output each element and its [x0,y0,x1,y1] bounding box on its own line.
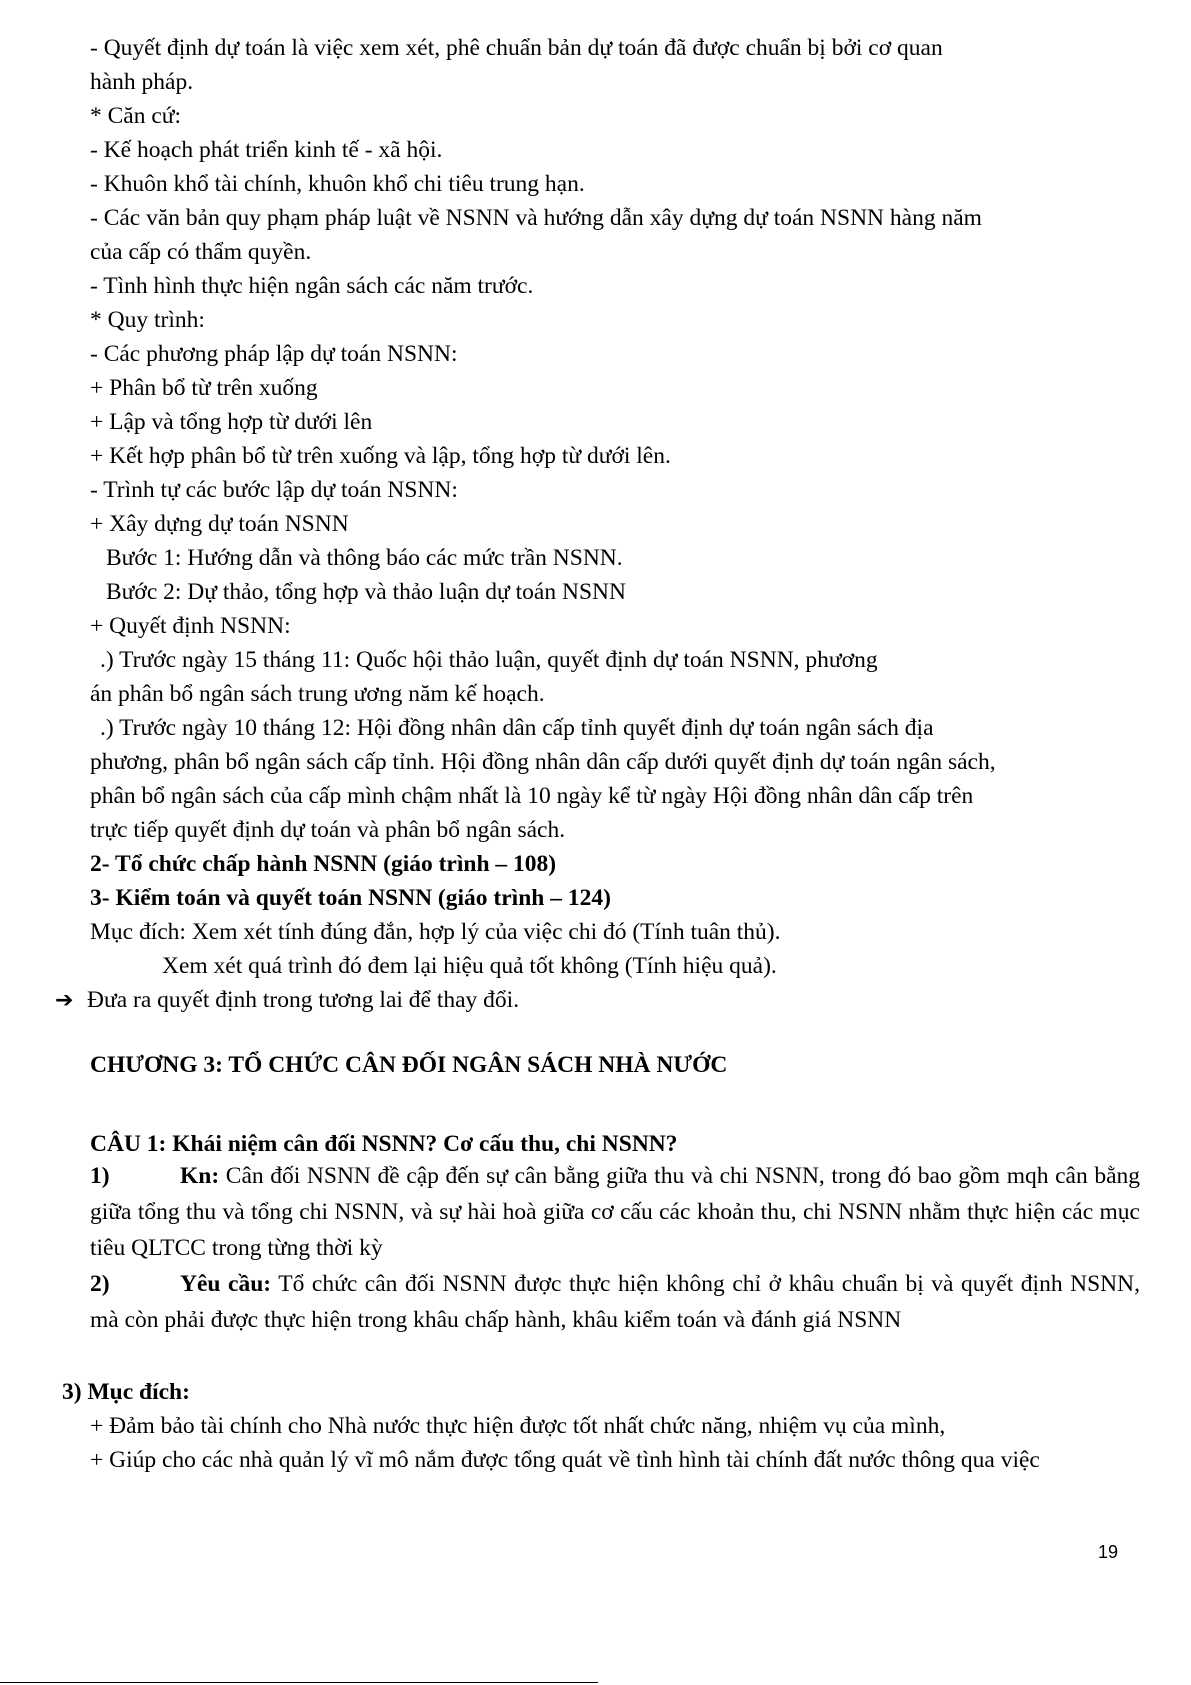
item-requirement [90,1266,1140,1338]
text-line: .) Trước ngày 10 tháng 12: Hội đồng nhân dân cấp tỉnh quyết định dự toán ngân sách địa [100,715,934,741]
text-line: + Lập và tổng hợp từ dưới lên [90,409,373,435]
text-line: - Các phương pháp lập dự toán NSNN: [90,341,458,367]
text-line: phương, phân bổ ngân sách cấp tỉnh. Hội đồng nhân dân cấp dưới quyết định dự toán ngân sách, [90,749,996,775]
item-label: Kn: [180,1163,220,1189]
purpose-line: + Giúp cho các nhà quản lý vĩ mô nắm được tổng quát về tình hình tài chính đất nước thông qua việc [90,1447,1040,1473]
text-line: Xem xét quá trình đó đem lại hiệu quả tốt không (Tính hiệu quả). [162,953,777,979]
text-line: án phân bổ ngân sách trung ương năm kế hoạch. [90,681,545,707]
section-heading: 3- Kiểm toán và quyết toán NSNN (giáo trình – 124) [90,885,611,911]
footer-divider [0,1682,598,1683]
text-line: - Tình hình thực hiện ngân sách các năm trước. [90,273,534,299]
item-text: Tổ chức cân đối NSNN được thực hiện không chỉ ở khâu chuẩn bị và quyết định NSNN, mà còn phải được thực hiện trong khâu chấp hành, khâu kiểm toán và đánh giá NSNN [90,1271,1140,1333]
purpose-line: + Đảm bảo tài chính cho Nhà nước thực hiện được tốt nhất chức năng, nhiệm vụ của mình, [90,1413,946,1439]
item-text: Cân đối NSNN đề cập đến sự cân bằng giữa thu và chi NSNN, trong đó bao gồm mqh cân bằng giữa tổng thu và tổng chi NSNN, và sự hài hoà giữa cơ cấu các khoản thu, chi NSNN nhằm thực hiện các mục tiêu QLTCC trong từng thời kỳ [90,1163,1140,1261]
item-number: 2) [90,1271,110,1297]
chapter-title: CHƯƠNG 3: TỔ CHỨC CÂN ĐỐI NGÂN SÁCH NHÀ NƯỚC [90,1052,728,1078]
text-line: - Quyết định dự toán là việc xem xét, phê chuẩn bản dự toán đã được chuẩn bị bởi cơ quan [90,35,943,61]
text-line: Bước 1: Hướng dẫn và thông báo các mức trần NSNN. [106,545,623,571]
arrow-right-icon: ➔ [55,988,74,1013]
text-line: - Các văn bản quy phạm pháp luật về NSNN và hướng dẫn xây dựng dự toán NSNN hàng năm [90,205,982,231]
text-line: + Kết hợp phân bổ từ trên xuống và lập, tổng hợp từ dưới lên. [90,443,671,469]
item-number: 1) [90,1163,110,1189]
text-line: của cấp có thẩm quyền. [90,239,312,265]
text-line: * Căn cứ: [90,103,182,129]
text-line: hành pháp. [90,69,194,95]
item-purpose-heading: 3) Mục đích: [62,1379,190,1405]
text-line: - Kế hoạch phát triển kinh tế - xã hội. [90,137,443,163]
conclusion-text: Đưa ra quyết định trong tương lai để thay đổi. [87,987,520,1013]
item-label: Yêu cầu: [180,1271,272,1297]
text-line: - Trình tự các bước lập dự toán NSNN: [90,477,458,503]
conclusion-line [55,985,519,1016]
text-line: * Quy trình: [90,307,205,333]
text-line: Bước 2: Dự thảo, tổng hợp và thảo luận dự toán NSNN [106,579,626,605]
text-line: Mục đích: Xem xét tính đúng đắn, hợp lý của việc chi đó (Tính tuân thủ). [90,919,781,945]
text-line: .) Trước ngày 15 tháng 11: Quốc hội thảo luận, quyết định dự toán NSNN, phương [100,647,878,673]
text-line: - Khuôn khổ tài chính, khuôn khổ chi tiêu trung hạn. [90,171,585,197]
text-line: + Phân bổ từ trên xuống [90,375,318,401]
item-definition [90,1158,1140,1266]
text-line: phân bổ ngân sách của cấp mình chậm nhất là 10 ngày kể từ ngày Hội đồng nhân dân cấp trên [90,783,974,809]
section-heading: 2- Tổ chức chấp hành NSNN (giáo trình – 108) [90,851,557,877]
question-title: CÂU 1: Khái niệm cân đối NSNN? Cơ cấu thu, chi NSNN? [90,1131,678,1157]
text-line: + Quyết định NSNN: [90,613,291,639]
text-line: + Xây dựng dự toán NSNN [90,511,349,537]
text-line: trực tiếp quyết định dự toán và phân bổ ngân sách. [90,817,566,843]
page-number: 19 [1098,1542,1119,1562]
